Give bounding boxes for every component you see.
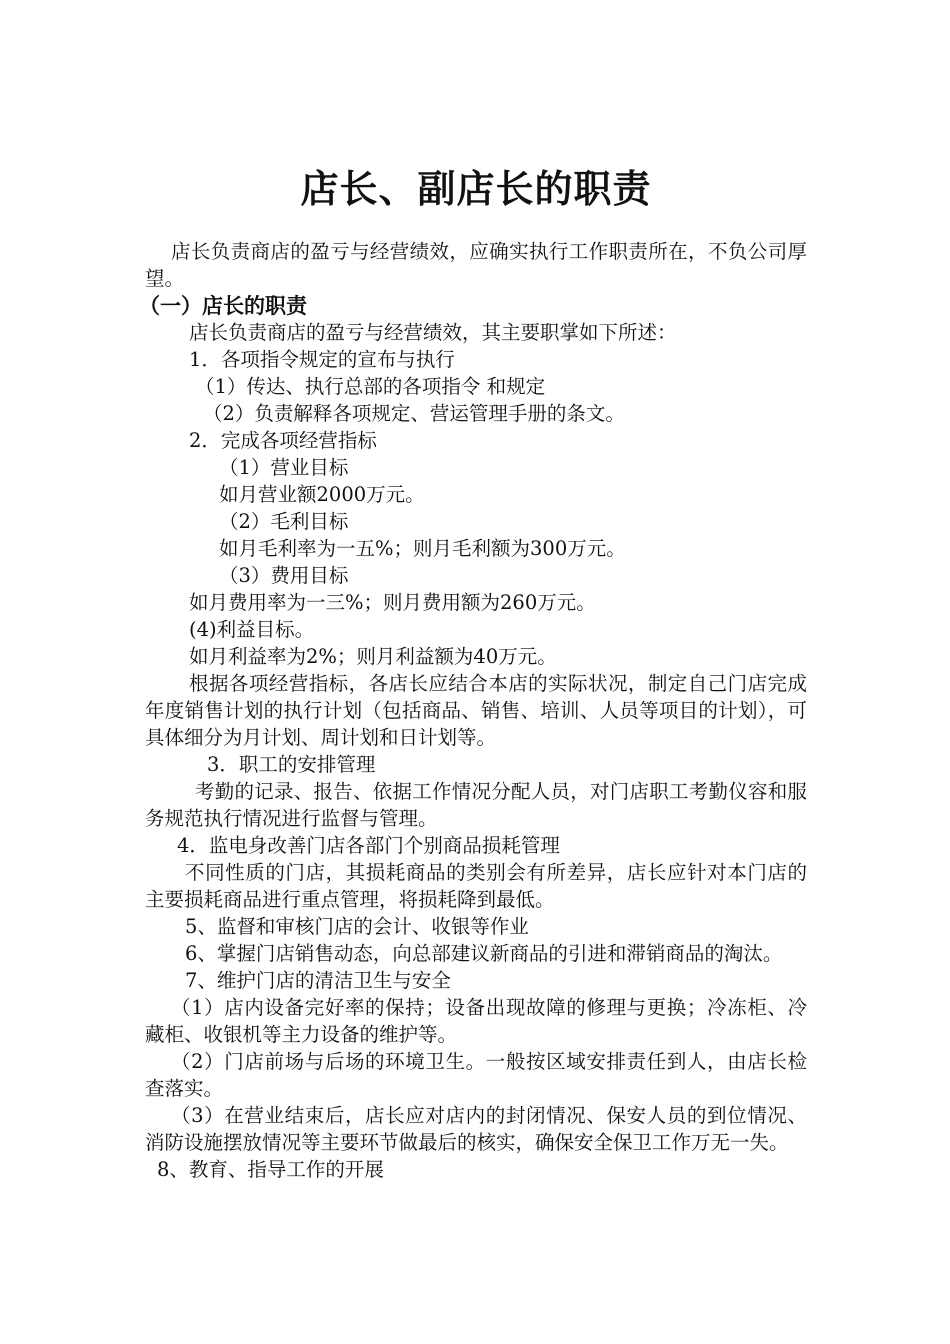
- paragraph-attendance: 考勤的记录、报告、依据工作情况分配人员，对门店职工考勤仪容和服务规范执行情况进行监督与管理。: [145, 780, 807, 830]
- item-6-paragraph: 6、掌握门店销售动态，向总部建议新商品的引进和滞销商品的淘汰。: [185, 942, 783, 965]
- item-7-sub-2: （2）门店前场与后场的环境卫生。一般按区域安排责任到人，由店长检查落实。: [145, 1050, 807, 1100]
- item-2-heading: 2．完成各项经营指标: [189, 429, 377, 452]
- paragraph-loss-management: 不同性质的门店，其损耗商品的类别会有所差异，店长应针对本门店的主要损耗商品进行重点管理，将损耗降到最低。: [145, 861, 807, 911]
- document-body: [139, 238, 807, 1183]
- section-heading-store-manager-duties: （一）店长的职责: [139, 293, 307, 318]
- item-2-sub-4-detail: 如月利益率为2%；则月利益额为40万元。: [189, 645, 557, 668]
- item-1-sub-2: （2）负责解释各项规定、营运管理手册的条文。: [203, 402, 625, 425]
- document-title: 店长、副店长的职责: [300, 166, 652, 211]
- item-7-heading: 7、维护门店的清洁卫生与安全: [185, 969, 451, 992]
- item-2-sub-3-detail: 如月费用率为一三%；则月费用额为260万元。: [189, 591, 596, 614]
- item-2-sub-1-detail: 如月营业额2000万元。: [219, 483, 425, 506]
- item-8-heading: 8、教育、指导工作的开展: [157, 1158, 384, 1181]
- item-2-sub-2: （2）毛利目标: [219, 510, 349, 533]
- paragraph-duties-intro: 店长负责商店的盈亏与经营绩效，其主要职掌如下所述：: [189, 321, 677, 344]
- item-1-heading: 1．各项指令规定的宣布与执行: [189, 348, 455, 371]
- item-7-sub-1: （1）店内设备完好率的保持；设备出现故障的修理与更换；冷冻柜、冷藏柜、收银机等主力设备的维护等。: [145, 996, 807, 1046]
- item-2-sub-4: (4)利益目标。: [189, 618, 315, 641]
- document-page: [139, 0, 807, 1344]
- item-5-heading: 5、监督和审核门店的会计、收银等作业: [185, 915, 529, 938]
- intro-paragraph: 店长负责商店的盈亏与经营绩效，应确实执行工作职责所在，不负公司厚望。: [145, 240, 807, 290]
- item-2-sub-2-detail: 如月毛利率为一五%；则月毛利额为300万元。: [219, 537, 626, 560]
- item-1-sub-1: （1）传达、执行总部的各项指令 和规定: [195, 375, 546, 398]
- item-3-heading: 3．职工的安排管理: [207, 753, 376, 776]
- paragraph-sales-plan: 根据各项经营指标，各店长应结合本店的实际状况，制定自己门店完成年度销售计划的执行计划（包括商品、销售、培训、人员等项目的计划），可具体细分为月计划、周计划和日计划等。: [145, 672, 807, 749]
- item-2-sub-1: （1）营业目标: [219, 456, 349, 479]
- item-4-heading: 4．监电身改善门店各部门个别商品损耗管理: [177, 834, 560, 857]
- item-2-sub-3: （3）费用目标: [219, 564, 349, 587]
- item-7-sub-3: （3）在营业结束后，店长应对店内的封闭情况、保安人员的到位情况、消防设施摆放情况等主要环节做最后的核实，确保安全保卫工作万无一失。: [145, 1104, 807, 1154]
